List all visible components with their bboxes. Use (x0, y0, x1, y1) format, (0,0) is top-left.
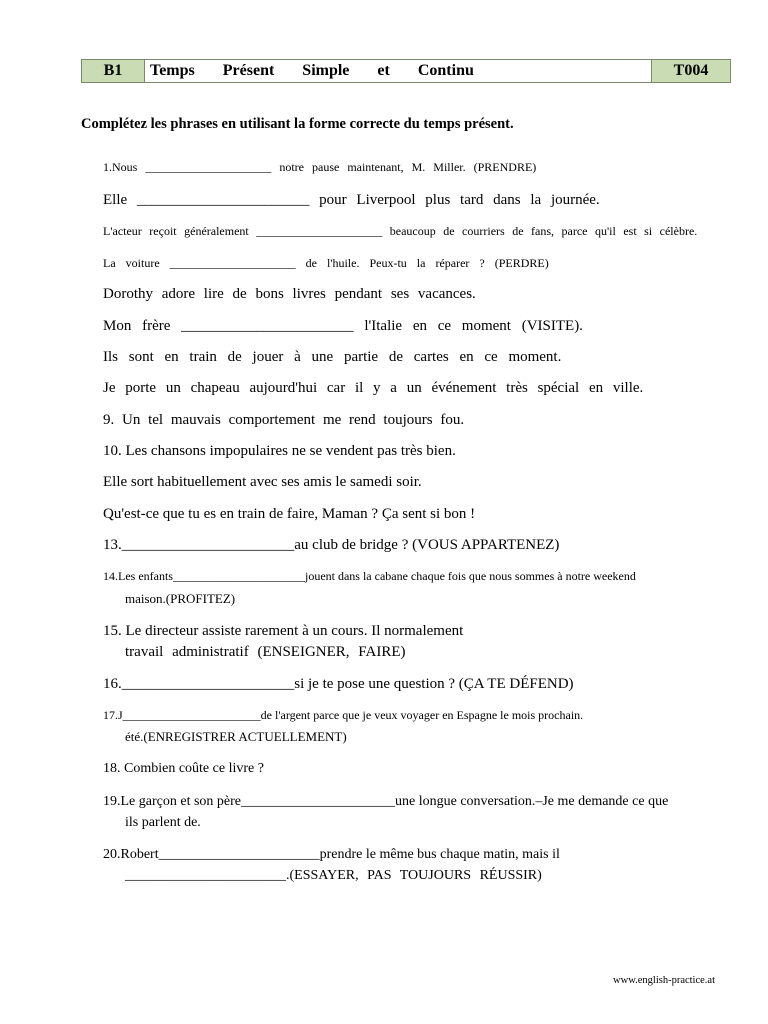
exercise-line-3: L'acteur reçoit généralement _____________________ beaucoup de courriers de fans, parce qu'il est si célèbre. (103, 224, 698, 238)
exercise-line-2: Elle _______________________ pour Liverpool plus tard dans la journée. (103, 192, 600, 208)
exercise-line-12: Qu'est-ce que tu es en train de faire, Maman ? Ça sent si bon ! (103, 506, 476, 522)
exercise-line-17-cont: été.(ENREGISTRER ACTUELLEMENT) (125, 729, 347, 744)
exercise-line-19: 19.Le garçon et son père______________________une longue conversation.–Je me demande ce que (103, 794, 669, 809)
exercise-line-9: 9. Un tel mauvais comportement me rend toujours fou. (103, 412, 465, 428)
exercise-line-15: 15. Le directeur assiste rarement à un cours. Il normalement (103, 623, 464, 639)
exercise-line-20-cont: _______________________.(ESSAYER, PAS TOUJOURS RÉUSSIR) (125, 868, 542, 883)
exercise-line-14: 14.Les enfants______________________jouent dans la cabane chaque fois que nous sommes à notre weekend (103, 569, 636, 583)
exercise-line-13: 13._______________________au club de bridge ? (VOUS APPARTENEZ) (103, 537, 560, 553)
title-bar (81, 59, 731, 83)
exercise-line-15-cont: travail administratif (ENSEIGNER, FAIRE) (125, 644, 406, 660)
instructions: Complétez les phrases en utilisant la forme correcte du temps présent. (81, 116, 514, 132)
footer-url: www.english-practice.at (613, 975, 715, 986)
exercise-line-8: Je porte un chapeau aujourd'hui car il y a un événement très spécial en ville. (103, 380, 644, 396)
exercise-line-20: 20.Robert_______________________prendre le même bus chaque matin, mais il (103, 847, 560, 862)
exercise-line-11: Elle sort habituellement avec ses amis le samedi soir. (103, 474, 422, 490)
exercise-line-16: 16._______________________si je te pose une question ? (ÇA TE DÉFEND) (103, 676, 574, 692)
worksheet-code: T004 (651, 60, 730, 82)
level-badge: B1 (82, 60, 145, 82)
exercise-line-17: 17.J_______________________de l'argent parce que je veux voyager en Espagne le mois prochain. (103, 708, 584, 722)
worksheet-title: Temps Présent Simple et Continu (150, 62, 474, 79)
exercise-line-18: 18. Combien coûte ce livre ? (103, 761, 264, 776)
exercise-line-14-cont: maison.(PROFITEZ) (125, 591, 236, 606)
exercise-line-7: Ils sont en train de jouer à une partie de cartes en ce moment. (103, 349, 562, 365)
exercise-line-19-cont: ils parlent de. (125, 815, 201, 830)
exercise-line-6: Mon frère _______________________ l'Italie en ce moment (VISITE). (103, 318, 583, 334)
exercise-line-5: Dorothy adore lire de bons livres pendant ses vacances. (103, 286, 476, 302)
exercise-line-10: 10. Les chansons impopulaires ne se vendent pas très bien. (103, 443, 456, 459)
exercise-line-1: 1.Nous _____________________ notre pause maintenant, M. Miller. (PRENDRE) (103, 160, 537, 174)
exercise-line-4: La voiture _____________________ de l'huile. Peux-tu la réparer ? (PERDRE) (103, 256, 549, 270)
